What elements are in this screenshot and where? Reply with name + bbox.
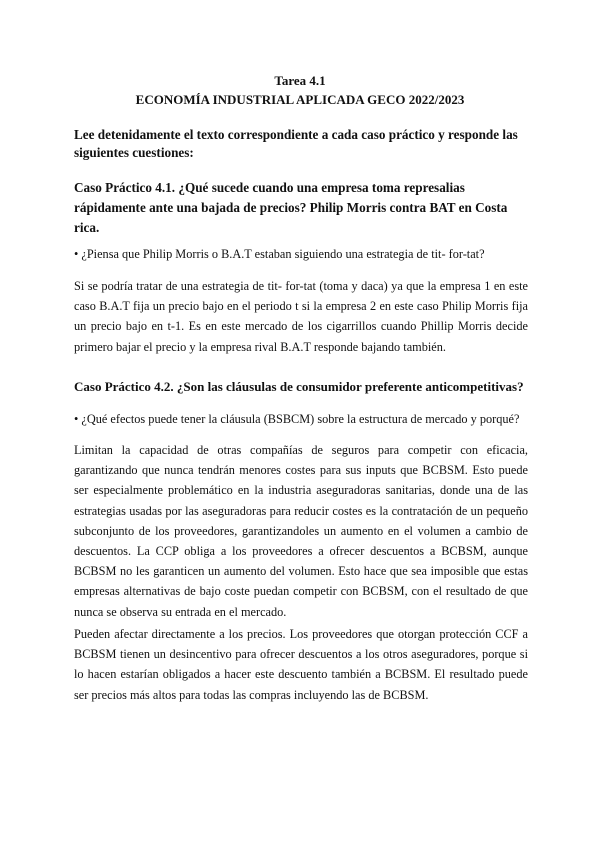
- case2-answer-paragraph-2: Pueden afectar directamente a los precios. Los proveedores que otorgan protección CCF a BCBSM tienen un desincentivo para ofrecer descuentos a los otros aseguradores, porque si lo hacen estarían obligados a hacer este descuento también a BCBSM. El resultado puede ser precios más altos para todas las compras incluyendo las de BCBSM.: [74, 627, 528, 702]
- case1-title: Caso Práctico 4.1. ¿Qué sucede cuando una empresa toma represalias rápidamente ante una bajada de precios? Philip Morris contra BAT en Costa rica.: [74, 180, 508, 235]
- case1-question: • ¿Piensa que Philip Morris o B.A.T estaban siguiendo una estrategia de tit- for-tat?: [74, 247, 485, 261]
- case1-answer: Si se podría tratar de una estrategia de tit- for-tat (toma y daca) ya que la empresa 1 en este caso B.A.T fija un precio bajo en el periodo t si la empresa 2 en este caso Philip Morris fija un precio bajo en t-1. Es en este mercado de los cigarrillos cuando Phillip Morris decide primero bajar el precio y la empresa rival B.A.T responde bajando también.: [74, 279, 528, 354]
- case2-title: Caso Práctico 4.2. ¿Son las cláusulas de consumidor preferente anticompetitivas?: [74, 379, 524, 394]
- case2-question: • ¿Qué efectos puede tener la cláusula (BSBCM) sobre la estructura de mercado y porqué?: [74, 412, 520, 426]
- course-title: ECONOMÍA INDUSTRIAL APLICADA GECO 2022/2023: [135, 92, 465, 107]
- task-title: Tarea 4.1: [274, 73, 326, 88]
- intro-instructions: Lee detenidamente el texto correspondiente a cada caso práctico y responde las siguientes cuestiones:: [74, 127, 518, 160]
- case2-answer-paragraph-1: Limitan la capacidad de otras compañías de seguros para competir con eficacia, garantizando que nunca tendrán menores costes para sus inputs que BCBSM. Esto puede ser especialmente problemático en la industria aseguradoras sanitarias, donde una de las estrategias usadas por las aseguradoras para reducir costes es la contratación de un pequeño subconjunto de los proveedores, garantizandoles un aumento en el volumen a cambio de descuentos. La CCP obliga a los proveedores a ofrecer descuentos a BCBSM, aunque BCBSM no les garanticen un aumento del volumen. Esto hace que sea imposible que estas empresas alternativas de bajo coste puedan competir con BCBSM, con el resultado de que nunca se observa su entrada en el mercado.: [74, 443, 528, 619]
